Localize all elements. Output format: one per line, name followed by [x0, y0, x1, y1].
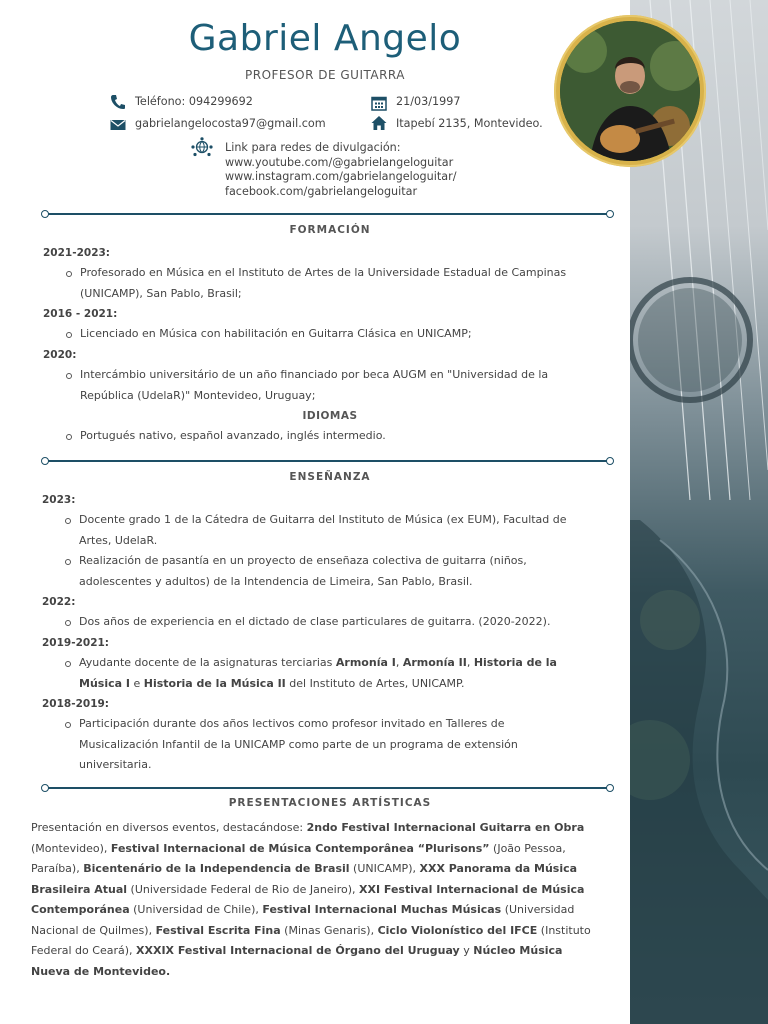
job-title: PROFESOR DE GUITARRA: [245, 68, 405, 82]
formacion-year: 2020:: [43, 349, 77, 361]
network-icon: [191, 137, 213, 157]
bullet-icon: [65, 518, 71, 524]
profile-photo: [554, 15, 706, 167]
ensenanza-year: 2022:: [42, 596, 76, 608]
email-icon: [110, 117, 126, 133]
bullet-icon: [65, 722, 71, 728]
bullet-icon: [66, 332, 72, 338]
presentaciones-paragraph: Presentación en diversos eventos, destacándose: 2ndo Festival Internacional Guitarra en Obra (Montevideo), Festival Internacional de Música Contemporânea “Plurisons” (João Pessoa, Paraíba), Bicentenário de la Independencia de Brasil (UNICAMP), XXX Panorama da Música Brasileira Atual (Universidade Federal de Rio de Janeiro), XXI Festival Internacional de Música Contemporánea (Universidad de Chile), Festival Internacional Muchas Músicas (Universidad Nacional de Quilmes), Festival Escrita Fina (Minas Genaris), Ciclo Violonístico del IFCE (Instituto Federal do Ceará), XXXIX Festival Internacional de Órgano del Uruguay y Núcleo Música Nueva de Montevideo.: [31, 821, 591, 978]
formacion-year: 2016 - 2021:: [43, 308, 118, 320]
formacion-heading: FORMACIÓN: [289, 224, 371, 236]
formacion-item: Licenciado en Música con habilitación en Guitarra Clásica en UNICAMP;: [80, 327, 472, 340]
bullet-icon: [65, 620, 71, 626]
facebook-link[interactable]: facebook.com/gabrielangeloguitar: [225, 185, 418, 198]
bullet-icon: [66, 271, 72, 277]
idiomas-item: Portugués nativo, español avanzado, inglés intermedio.: [80, 429, 386, 442]
youtube-link[interactable]: www.youtube.com/@gabrielangeloguitar: [225, 156, 454, 169]
idiomas-heading: IDIOMAS: [302, 410, 358, 422]
bullet-icon: [66, 373, 72, 379]
bullet-icon: [65, 559, 71, 565]
instagram-link[interactable]: www.instagram.com/gabrielangeloguitar/: [225, 170, 457, 183]
ensenanza-item: Docente grado 1 de la Cátedra de Guitarra del Instituto de Música (ex EUM), Facultad de Artes, UdelaR.: [79, 513, 567, 547]
ensenanza-heading: ENSEÑANZA: [289, 471, 371, 483]
formacion-item: Profesorado en Música en el Instituto de Artes de la Universidade Estadual de Campinas (UNICAMP), San Pablo, Brasil;: [80, 266, 567, 300]
home-icon: [371, 115, 387, 131]
section-divider: [44, 787, 611, 789]
section-divider: [44, 213, 611, 215]
ensenanza-item: Dos años de experiencia en el dictado de clase particulares de guitarra. (2020-2022).: [79, 615, 551, 628]
ensenanza-year: 2018-2019:: [42, 698, 110, 710]
ensenanza-year: 2019-2021:: [42, 637, 110, 649]
formacion-year: 2021-2023:: [43, 247, 111, 259]
calendar-icon: [371, 95, 387, 111]
address-text: Itapebí 2135, Montevideo.: [396, 117, 543, 130]
bullet-icon: [65, 661, 71, 667]
bullet-icon: [66, 434, 72, 440]
birthdate-text: 21/03/1997: [396, 95, 461, 108]
ensenanza-item: Participación durante dos años lectivos como profesor invitado en Talleres de Musicalización Infantil de la UNICAMP como parte de un programa de extensión universitaria.: [79, 717, 518, 771]
avatar: [560, 21, 700, 161]
ensenanza-year: 2023:: [42, 494, 76, 506]
links-label: Link para redes de divulgación:: [225, 141, 401, 154]
section-divider: [44, 460, 611, 462]
email-link[interactable]: gabrielangelocosta97@gmail.com: [135, 117, 326, 130]
ensenanza-item: Realización de pasantía en un proyecto de enseñaza colectiva de guitarra (niños, adolescentes y adultos) de la Intendencia de Limeira, San Pablo, Brasil.: [79, 554, 527, 588]
phone-icon: [110, 94, 126, 110]
presentaciones-heading: PRESENTACIONES ARTÍSTICAS: [228, 797, 432, 809]
formacion-item: Intercámbio universitário de un año financiado por beca AUGM en "Universidad de la República (UdelaR)" Montevideo, Uruguay;: [80, 368, 549, 402]
phone-text: Teléfono: 094299692: [135, 95, 253, 108]
ensenanza-item: Ayudante docente de la asignaturas terciarias Armonía I, Armonía II, Historia de la Música I e Historia de la Música II del Instituto de Artes, UNICAMP.: [79, 656, 557, 690]
person-name: Gabriel Angelo: [188, 18, 462, 59]
